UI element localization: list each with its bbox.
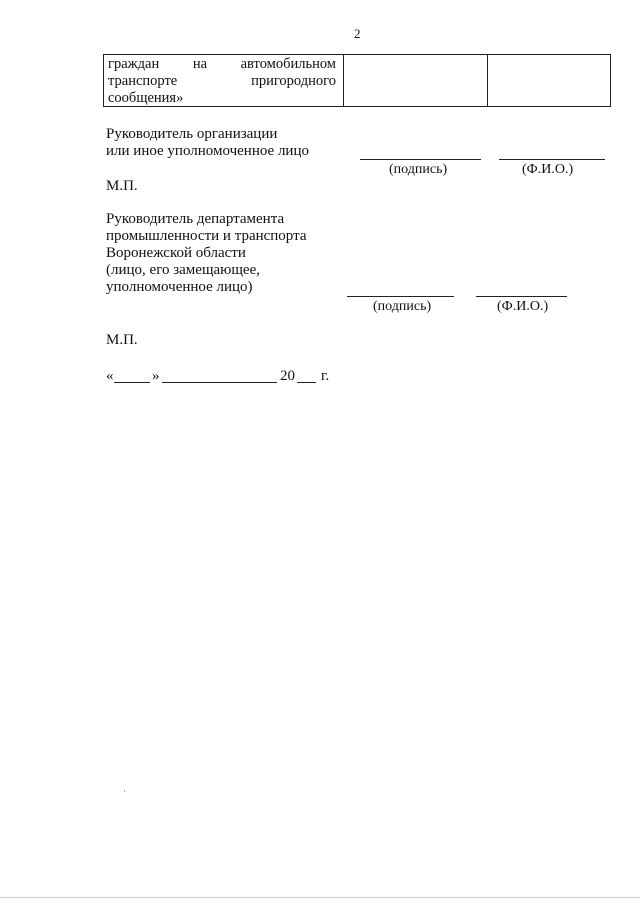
dept-signer-title-line: уполномоченное лицо) [106,279,253,295]
dept-signer-title-line: промышленности и транспорта [106,228,307,244]
page-number: 2 [354,26,361,41]
signature-line [347,296,454,297]
table-column-divider [343,54,344,107]
signature-line [360,159,481,160]
table-cell-word: пригородного [251,73,336,89]
month-blank-line [162,382,277,383]
dept-signer-title-line: (лицо, его замещающее, [106,262,260,278]
stamp-label: М.П. [106,332,138,348]
year-prefix: 20 [280,368,295,384]
dept-signer-title-line: Воронежской области [106,245,246,261]
table-cell-line: сообщения» [108,90,184,106]
name-line [476,296,567,297]
signature-caption: (подпись) [389,162,448,177]
table-cell-word: граждан [108,56,160,72]
table-cell-word: автомобильном [240,56,336,72]
table-column-divider [487,54,488,107]
stamp-label: М.П. [106,178,138,194]
name-caption: (Ф.И.О.) [522,162,574,177]
date-close-quote: » [152,368,160,384]
signature-caption: (подпись) [373,299,432,314]
name-line [499,159,605,160]
org-signer-title-line: или иное уполномоченное лицо [106,143,309,159]
table-cell-line [108,73,336,90]
dept-signer-title-line: Руководитель департамента [106,211,285,227]
org-signer-title-line: Руководитель организации [106,126,278,142]
year-blank-line [297,382,316,383]
table-cell-word: транспорте [108,73,178,89]
scan-speck [124,790,125,792]
date-open-quote: « [106,368,114,384]
day-blank-line [114,382,150,383]
scan-edge-line [0,897,640,898]
table-cell-line [108,56,336,73]
year-suffix: г. [321,368,330,384]
table-top-border [103,54,611,55]
table-cell-word: на [192,56,208,72]
name-caption: (Ф.И.О.) [497,299,549,314]
